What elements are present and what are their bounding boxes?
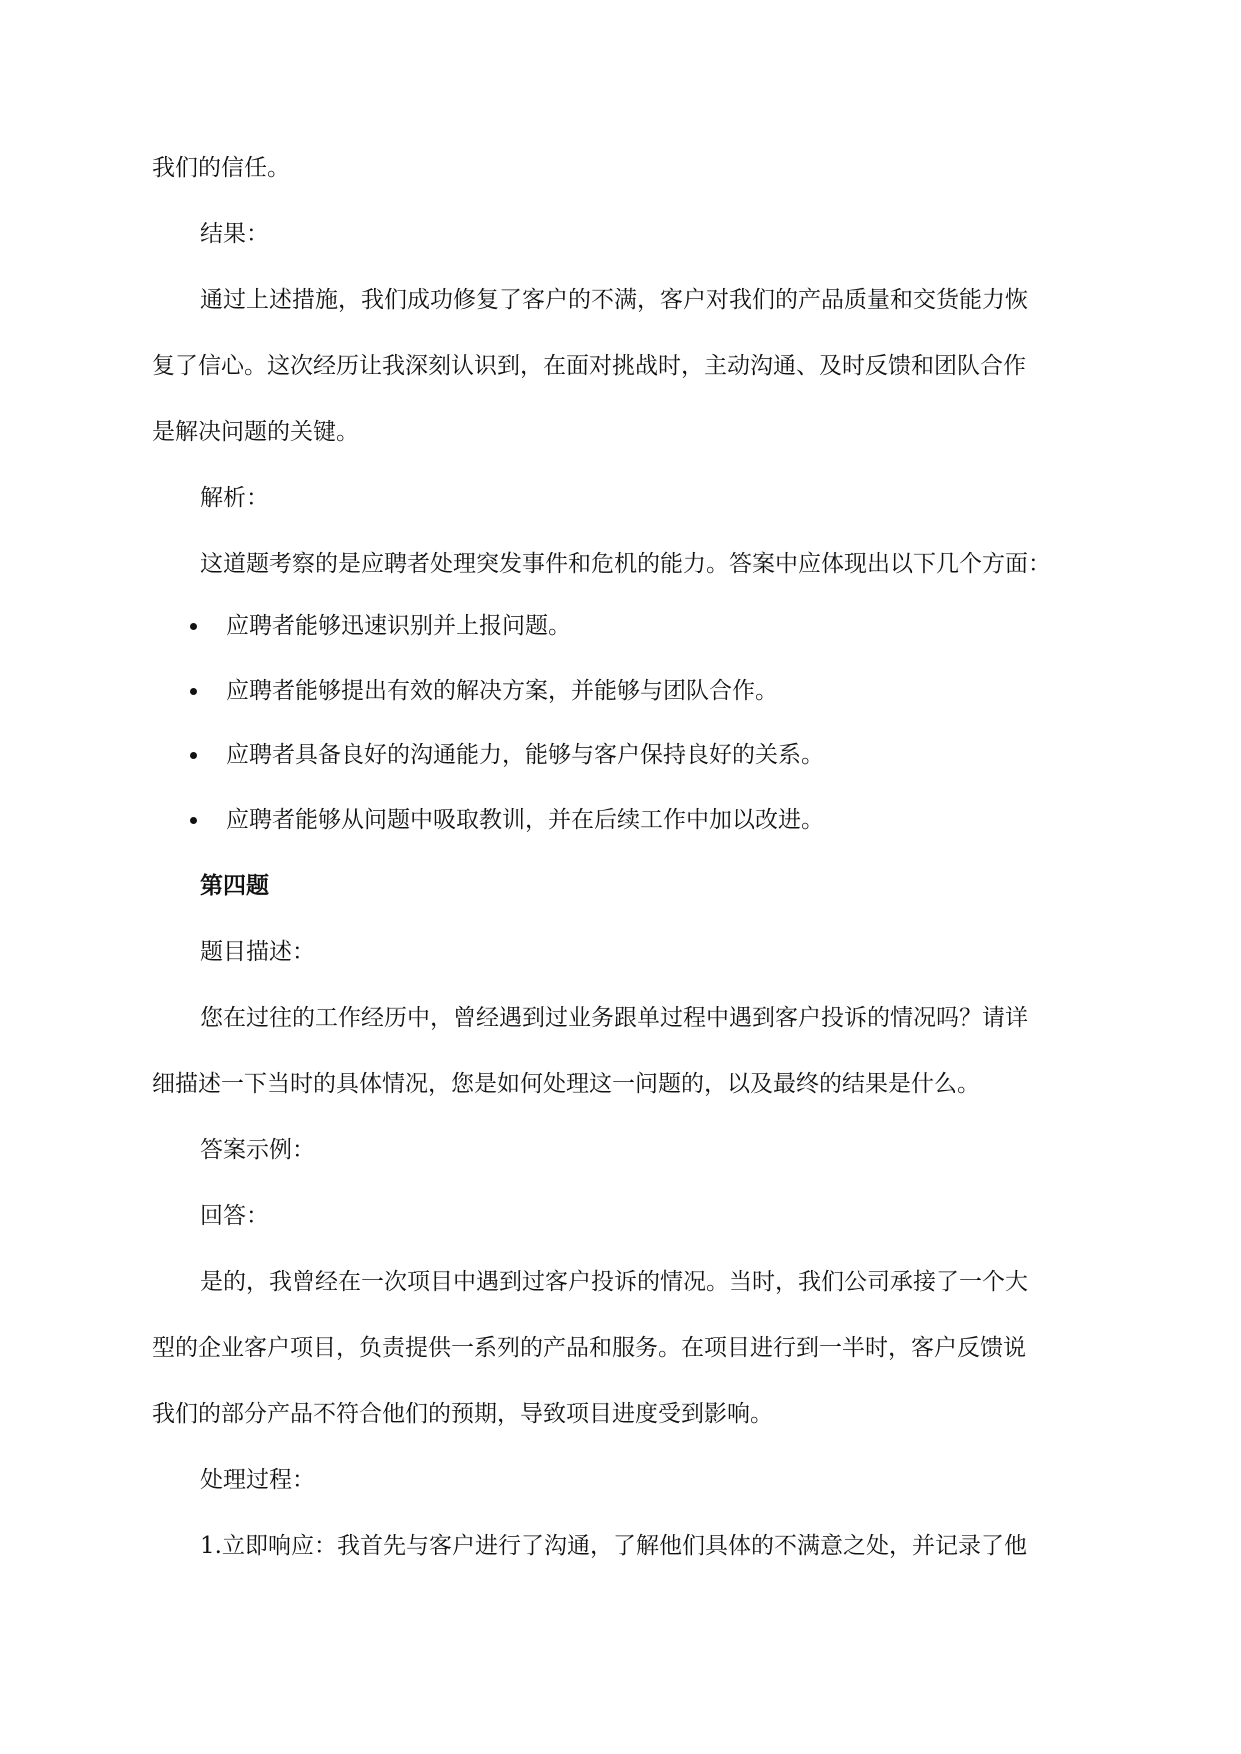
- paragraph-line: 1.立即响应：我首先与客户进行了沟通，了解他们具体的不满意之处，并记录了他: [200, 1533, 1027, 1559]
- list-item: 应聘者能够提出有效的解决方案，并能够与团队合作。: [226, 678, 778, 704]
- answer-example-label: 答案示例：: [200, 1137, 315, 1163]
- paragraph-line: 这道题考察的是应聘者处理突发事件和危机的能力。答案中应体现出以下几个方面：: [200, 551, 1051, 577]
- paragraph-line: 型的企业客户项目，负责提供一系列的产品和服务。在项目进行到一半时，客户反馈说: [152, 1335, 1026, 1361]
- bullet-icon: [190, 688, 197, 695]
- paragraph-line: 细描述一下当时的具体情况，您是如何处理这一问题的，以及最终的结果是什么。: [152, 1071, 980, 1097]
- result-label: 结果：: [200, 221, 269, 247]
- paragraph-line: 通过上述措施，我们成功修复了客户的不满，客户对我们的产品质量和交货能力恢: [200, 287, 1028, 313]
- answer-label: 回答：: [200, 1203, 269, 1229]
- paragraph-line: 复了信心。这次经历让我深刻认识到，在面对挑战时，主动沟通、及时反馈和团队合作: [152, 353, 1026, 379]
- process-label: 处理过程：: [200, 1467, 315, 1493]
- bullet-icon: [190, 817, 197, 824]
- list-item: 应聘者能够从问题中吸取教训，并在后续工作中加以改进。: [226, 807, 824, 833]
- list-item: 应聘者能够迅速识别并上报问题。: [226, 613, 571, 639]
- section-heading: 第四题: [200, 873, 269, 899]
- paragraph-line: 我们的部分产品不符合他们的预期，导致项目进度受到影响。: [152, 1401, 773, 1427]
- bullet-icon: [190, 623, 197, 630]
- analysis-label: 解析：: [200, 485, 269, 511]
- list-item: 应聘者具备良好的沟通能力，能够与客户保持良好的关系。: [226, 742, 824, 768]
- paragraph-line: 您在过往的工作经历中，曾经遇到过业务跟单过程中遇到客户投诉的情况吗？请详: [200, 1005, 1028, 1031]
- paragraph-line: 我们的信任。: [152, 155, 290, 181]
- bullet-icon: [190, 752, 197, 759]
- paragraph-line: 是解决问题的关键。: [152, 419, 359, 445]
- question-desc-label: 题目描述：: [200, 939, 315, 965]
- paragraph-line: 是的，我曾经在一次项目中遇到过客户投诉的情况。当时，我们公司承接了一个大: [200, 1269, 1028, 1295]
